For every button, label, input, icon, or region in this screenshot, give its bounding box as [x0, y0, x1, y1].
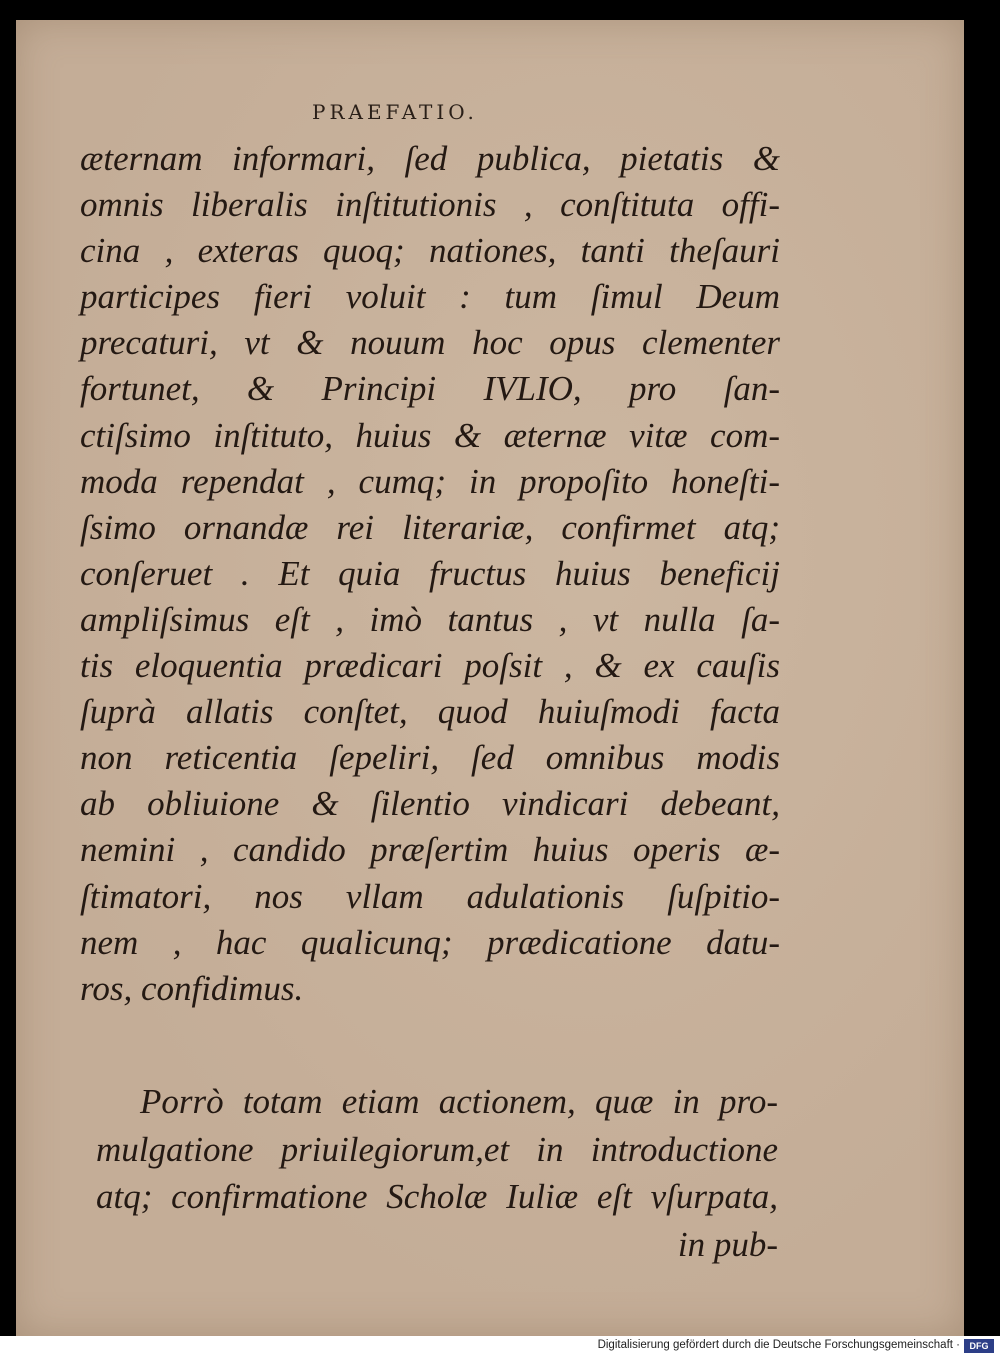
text-line: conſeruet . Et quia fructus huius beneficij [80, 553, 780, 593]
paragraph-1 [80, 136, 780, 1012]
text-line: ampliſsimus eſt , imò tantus , vt nulla ſa- [80, 599, 780, 639]
text-line: ctiſsimo inſtituto, huius & æternæ vitæ com- [80, 415, 780, 455]
text-line: precaturi, vt & nouum hoc opus clementer [80, 323, 780, 363]
text-line: ſtimatori, nos vllam adulationis ſuſpitio- [80, 876, 780, 916]
text-line: participes fieri voluit : tum ſimul Deum [80, 277, 780, 317]
text-line: ros, confidimus. [80, 968, 304, 1008]
text-line: æternam informari, ſed publica, pietatis & [80, 139, 780, 178]
text-line: mulgatione priuilegiorum,et in introductione [96, 1129, 778, 1169]
running-header: PRAEFATIO. [312, 100, 478, 124]
text-line: atq; confirmatione Scholæ Iuliæ eſt vſurpata, [96, 1177, 778, 1216]
catchword: in pub- [677, 1224, 778, 1264]
text-line: tis eloquentia prædicari poſsit , & ex cauſis [80, 646, 780, 686]
text-line: omnis liberalis inſtitutionis , conſtituta offi- [80, 185, 780, 225]
text-line: non reticentia ſepeliri, ſed omnibus modis [80, 738, 780, 778]
text-line: ab obliuione & ſilentio vindicari debeant, [80, 784, 780, 824]
paragraph-2 [96, 1078, 778, 1268]
text-line: nem , hac qualicunq; prædicatione datu- [80, 922, 780, 962]
text-line: fortunet, & Principi IVLIO, pro ſan- [80, 369, 780, 409]
text-line: moda rependat , cumq; in propoſito honeſti- [80, 461, 780, 501]
text-line: nemini , candido præſertim huius operis æ- [80, 830, 780, 870]
text-line: ſuprà allatis conſtet, quod huiuſmodi facta [80, 692, 780, 732]
dfg-logo-icon: DFG [964, 1339, 994, 1353]
text-line: Porrò totam etiam actionem, quæ in pro- [140, 1082, 778, 1121]
text-line: ſsimo ornandæ rei literariæ, confirmet atq; [80, 507, 780, 547]
funding-credit: Digitalisierung gefördert durch die Deutsche Forschungsgemeinschaft · [597, 1339, 960, 1351]
footer-bar [0, 1336, 1000, 1356]
book-page [16, 20, 964, 1336]
text-line: cina , exteras quoq; nationes, tanti theſauri [80, 231, 780, 271]
